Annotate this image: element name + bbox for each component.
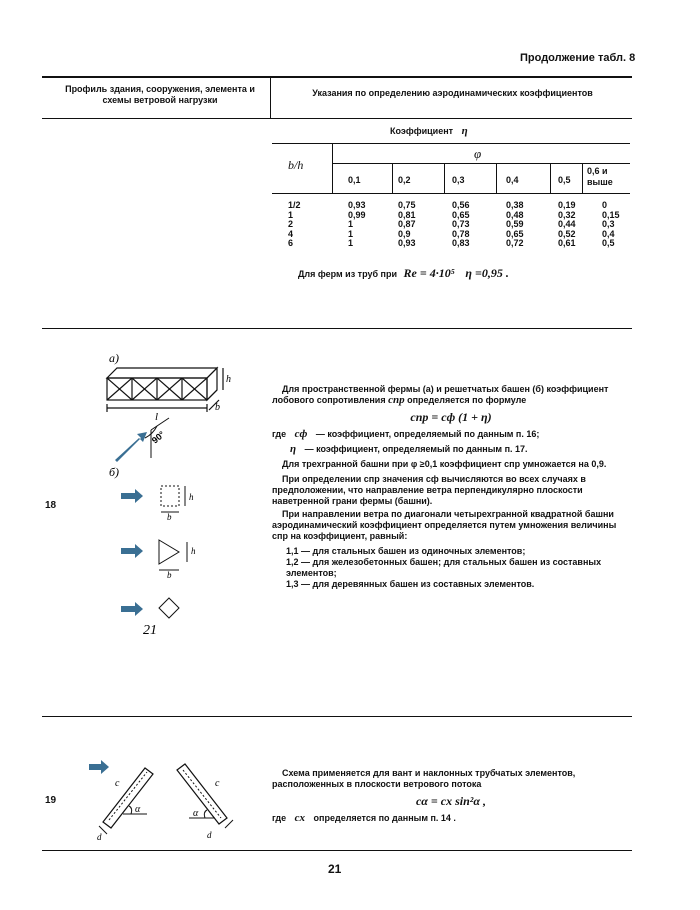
section19-text (272, 768, 630, 824)
s18-item-2: 1,2 — для железобетонных башен; для стальных башен из составных элементов; (286, 557, 602, 578)
s19-where-text: определяется по данным п. 14 . (313, 813, 456, 823)
eta-col-div (582, 163, 583, 193)
handwritten-page-mark: 21 (143, 623, 157, 638)
s18-paragraph-3: При определении cпр значения cф вычисляются во всех случаях в предположении, что направление ветра перпендикулярно плоскости наветренной грани фермы (башни). (272, 474, 586, 506)
eta-header-bottom-line (272, 193, 630, 194)
eta-cell: 0,87 (398, 219, 416, 229)
eta-cell: 0,61 (558, 238, 576, 248)
dim-h: h (226, 374, 231, 385)
inclined-element-right-icon (177, 764, 233, 828)
eta-cell: 0 (602, 200, 608, 210)
eta-row-bh: 1 (288, 209, 294, 220)
s18-where1-text: — коэффициент, определяемый по данным п. 16; (315, 429, 540, 439)
s19-where-lead: где (272, 813, 287, 823)
eta-cell: 0,81 (398, 209, 416, 220)
eta-cell: 0,44 (558, 219, 576, 229)
dim-d-right: d (207, 830, 212, 840)
section19-number: 19 (45, 795, 57, 806)
eta-cell: 0,5 (602, 238, 615, 248)
eta-cell: 0,56 (452, 200, 470, 210)
s19-formula: cα = cx sin²α , (415, 794, 487, 808)
eta-row-bh: 2 (288, 219, 294, 229)
eta-col-header-6: 0,6 и выше (587, 166, 613, 187)
s18-paragraph-4: При направлении ветра по диагонали четырехгранной квадратной башни аэродинамический коэффициент определяется путем умножения величины cпр на коэффициент, равный: (272, 509, 617, 541)
section19-figure (85, 756, 250, 846)
alpha-left: α (135, 804, 141, 815)
eta-col-header-1: 0,1 (348, 175, 361, 185)
eta-cell: 0,99 (348, 209, 366, 220)
s18-paragraph-2: Для трехгранной башни при φ ≥0,1 коэффициент cпр умножается на 0,9. (282, 459, 607, 469)
eta-phi-symbol: φ (474, 146, 482, 161)
s18-where2-text: — коэффициент, определяемый по данным п. 17. (304, 444, 528, 454)
eta-cell: 0,73 (452, 219, 470, 229)
eta-note (298, 268, 509, 280)
s19-where-symbol: cx (294, 812, 306, 824)
column-header-instructions: Указания по определению аэродинамических коэффициентов (312, 88, 593, 98)
eta-row-label: b/h (288, 158, 304, 172)
eta-note-re: Re = 4·10⁵ (403, 266, 455, 280)
eta-phi-line (332, 163, 630, 164)
angle-90: 90° (149, 429, 167, 446)
eta-cell: 0,4 (602, 228, 615, 239)
space-truss-icon (107, 368, 223, 412)
s18-p1-end: определяется по формуле (407, 395, 527, 405)
eta-table-top-line (272, 143, 630, 144)
s18-where-lead: где (272, 429, 287, 439)
section-divider-17-18 (42, 328, 632, 329)
section18-number: 18 (45, 500, 57, 511)
dim-b-3: b (167, 570, 172, 580)
eta-col-div (392, 163, 393, 193)
eta-row-bh: 6 (288, 238, 294, 248)
eta-cell: 0,9 (398, 228, 411, 239)
eta-title-symbol: η (461, 125, 468, 137)
eta-cell: 0,48 (506, 209, 524, 220)
eta-col-header-5: 0,5 (558, 175, 571, 185)
alpha-right: α (193, 808, 199, 819)
s18-p1-symbol: cпр (388, 394, 405, 406)
eta-cell: 0,52 (558, 228, 576, 239)
eta-row-bh: 4 (288, 228, 294, 239)
diagonal-tower-plan-icon (121, 598, 179, 618)
eta-col-div (444, 163, 445, 193)
s18-where-2 (272, 444, 630, 455)
eta-cell: 1 (348, 219, 354, 229)
s18-where1-symbol: cф (294, 428, 308, 440)
eta-cell: 0,75 (398, 200, 416, 210)
eta-note-prefix: Для ферм из труб при (298, 269, 398, 279)
table-top-rule (42, 76, 632, 78)
eta-cell: 0,78 (452, 228, 470, 239)
s18-where2-symbol: η (290, 443, 297, 455)
eta-cell: 0,59 (506, 219, 524, 229)
column-header-profile: Профиль здания, сооружения, элемента и схемы ветровой нагрузки (65, 84, 255, 105)
eta-cell: 0,93 (398, 238, 416, 248)
eta-cell: 0,38 (506, 200, 524, 210)
s19-paragraph-1: Схема применяется для вант и наклонных трубчатых элементов, расположенных в плоскости ветрового потока (272, 768, 576, 789)
eta-table-row-divider (332, 143, 333, 193)
s18-item-1: 1,1 — для стальных башен из одиночных элементов; (286, 546, 526, 556)
eta-cell: 0,83 (452, 238, 470, 248)
wind-arrow-icon (89, 760, 109, 774)
eta-cell: 0,32 (558, 209, 576, 220)
label-b: б) (109, 465, 120, 479)
dim-c-left: c (115, 778, 120, 789)
s18-where-1 (272, 429, 630, 440)
s19-where (272, 813, 630, 824)
dim-d-left: d (97, 832, 102, 842)
eta-col-header-3: 0,3 (452, 175, 465, 185)
header-column-divider (270, 76, 271, 118)
dim-l: l (155, 411, 159, 423)
square-tower-plan-icon (121, 486, 185, 512)
eta-cell: 0,72 (506, 238, 524, 248)
section18-figure (95, 348, 255, 648)
eta-cell: 0,65 (506, 228, 524, 239)
s18-item-3: 1,3 — для деревянных башен из составных элементов. (286, 579, 535, 589)
eta-cell: 0,3 (602, 219, 615, 229)
eta-cell: 0,15 (602, 209, 620, 220)
eta-col-header-4: 0,4 (506, 175, 519, 185)
table-bottom-rule (42, 850, 632, 851)
eta-col-header-2: 0,2 (398, 175, 411, 185)
dim-h-2: h (189, 492, 194, 502)
eta-cell: 0,19 (558, 200, 576, 210)
label-a: а) (109, 351, 119, 365)
continuation-label: Продолжение табл. 8 (520, 52, 636, 64)
eta-title-text: Коэффициент (390, 126, 454, 136)
dim-b-2: b (167, 512, 172, 522)
inclined-element-left-icon (99, 768, 153, 834)
s18-paragraph-1 (272, 384, 630, 406)
header-bottom-rule (42, 118, 632, 119)
dim-c-right: c (215, 778, 220, 789)
page-number: 21 (328, 862, 342, 876)
eta-cell: 1 (348, 228, 354, 239)
section18-text (272, 384, 630, 590)
s18-formula: cпр = cф (1 + η) (410, 410, 492, 424)
eta-cell: 1 (348, 238, 354, 248)
dim-h-3: h (191, 546, 196, 556)
s18-p1-text: Для пространственной фермы (а) и решетчатых башен (б) коэффициент лобового сопротивления (272, 384, 609, 405)
eta-cell: 0,65 (452, 209, 470, 220)
triangle-tower-plan-icon (121, 540, 187, 570)
eta-cell: 0,93 (348, 200, 366, 210)
section-divider-18-19 (42, 716, 632, 717)
dim-b: b (215, 402, 220, 413)
eta-note-eta: η =0,95 . (465, 266, 509, 280)
eta-table-title (390, 126, 468, 137)
eta-col-div (496, 163, 497, 193)
eta-row-bh: 1/2 (288, 200, 301, 210)
eta-col-div (550, 163, 551, 193)
